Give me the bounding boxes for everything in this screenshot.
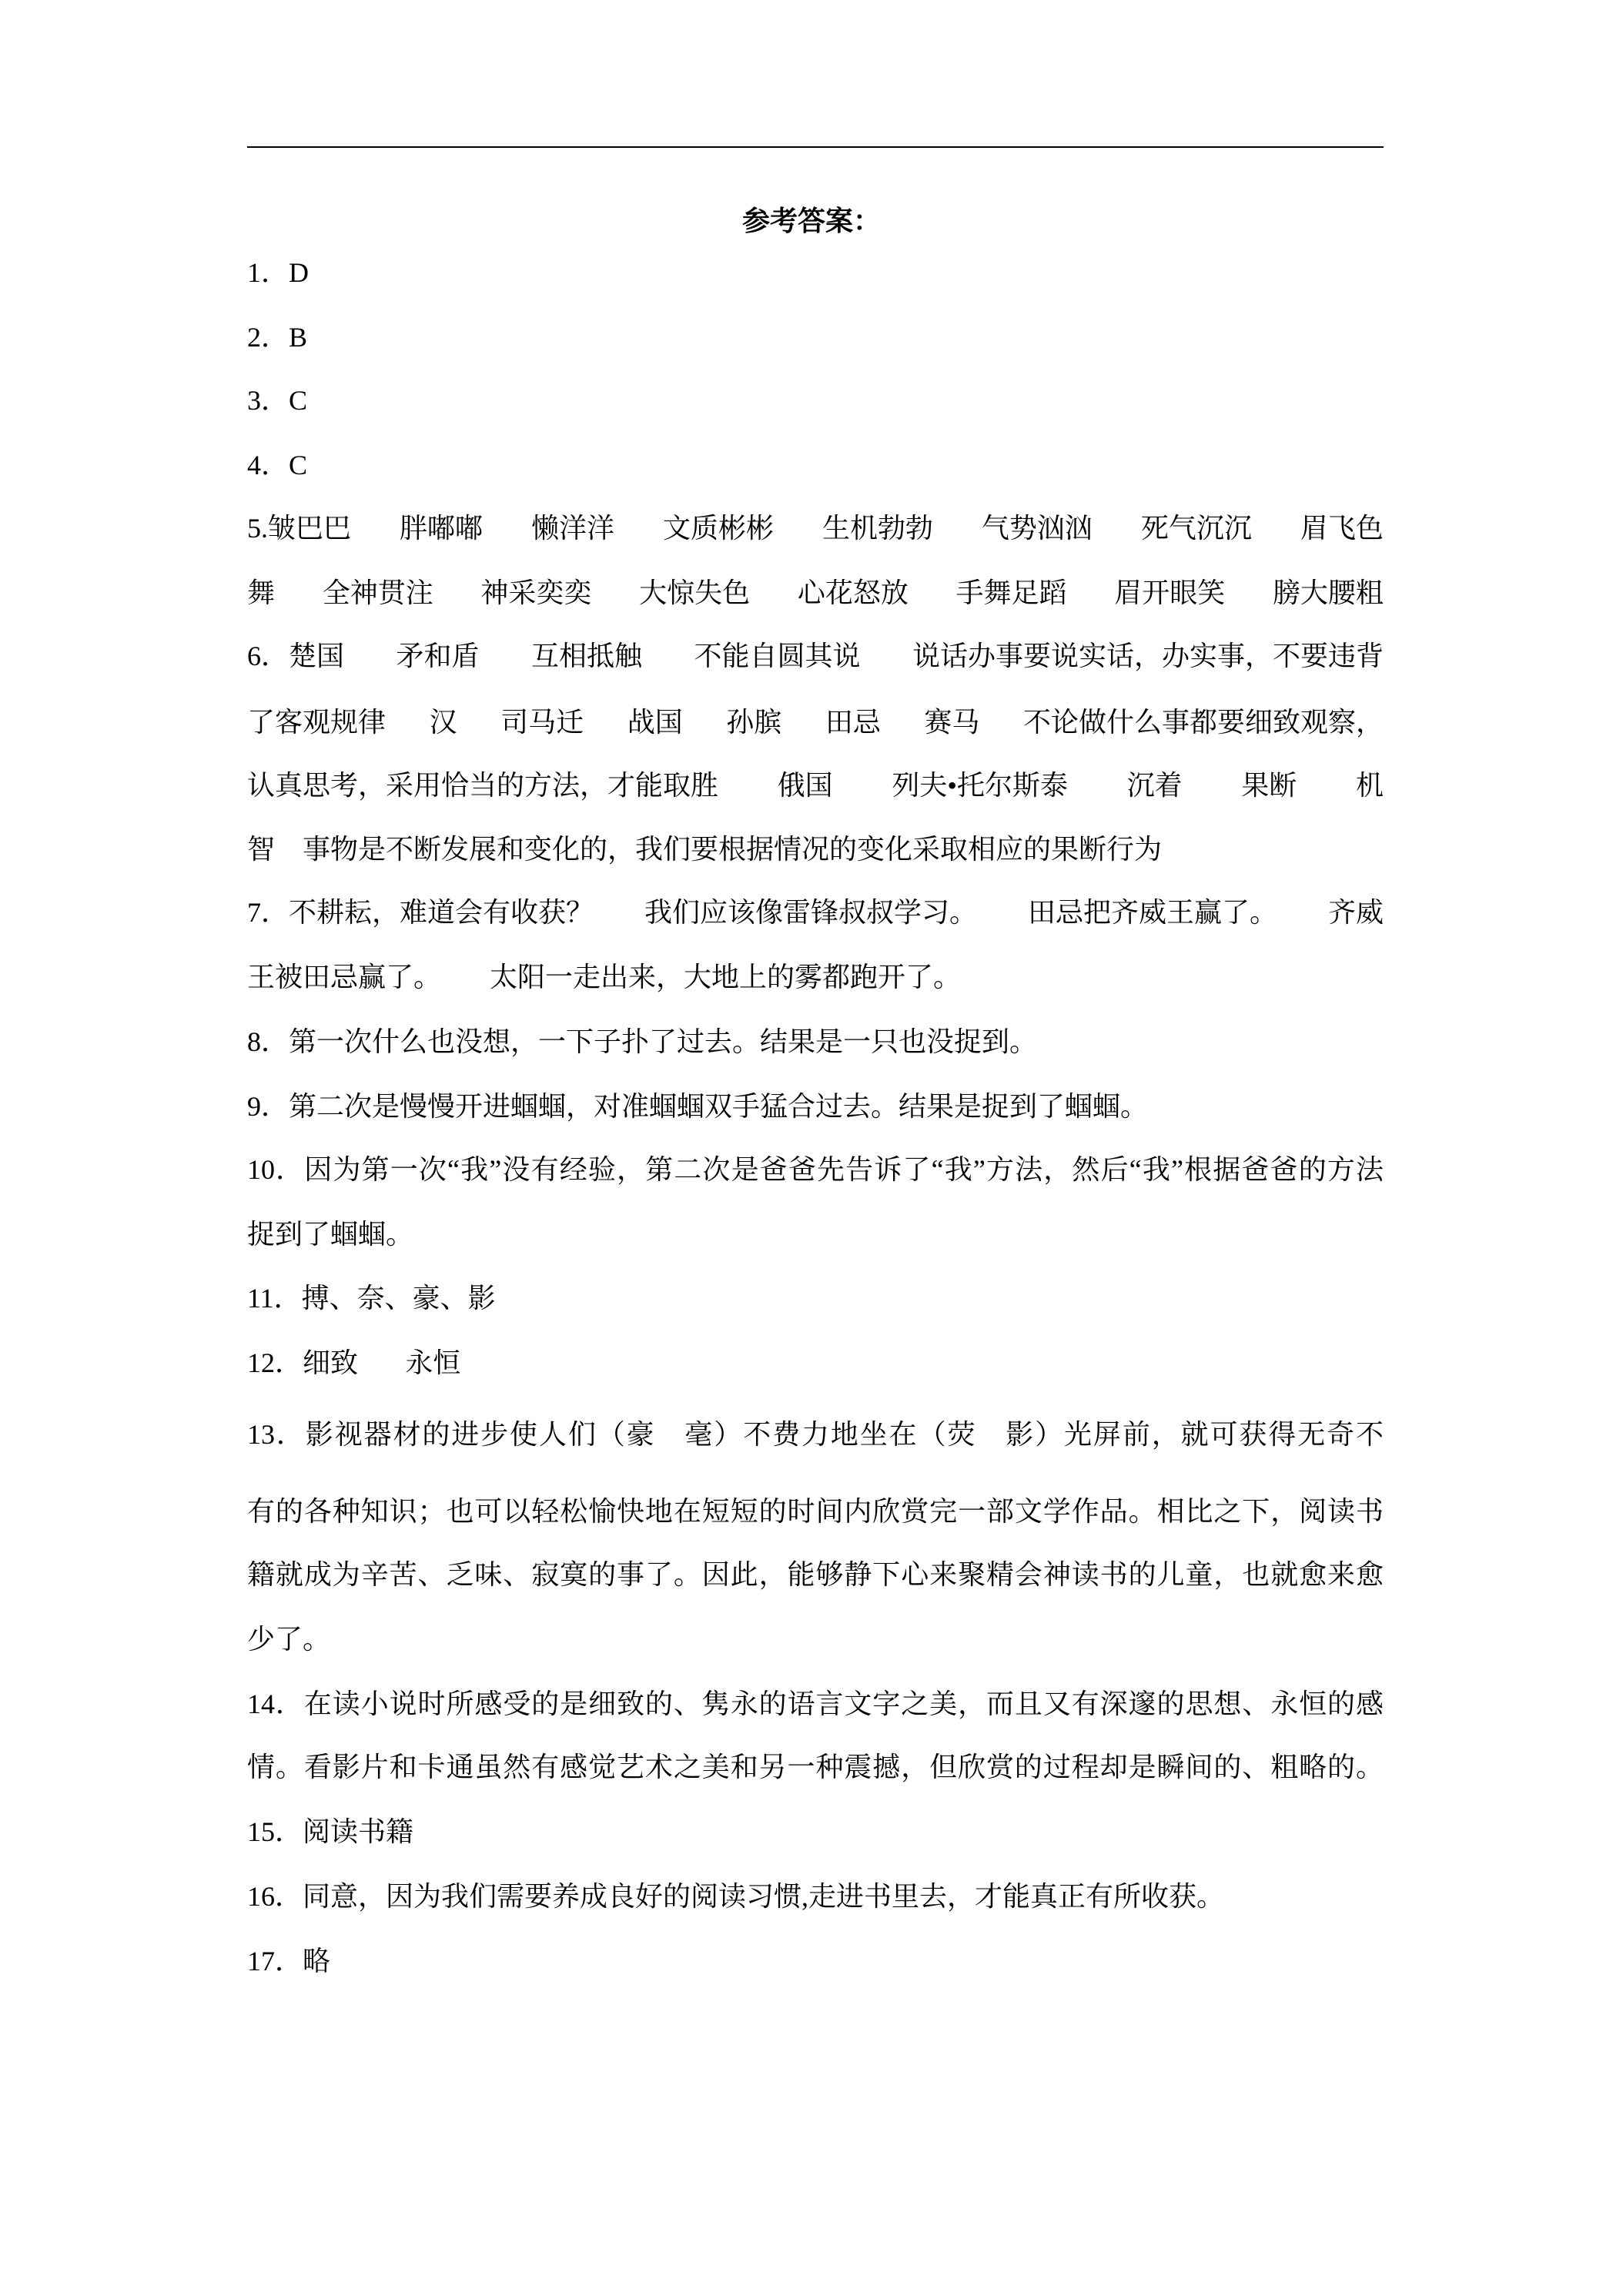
answer-13-line-4 — [247, 1622, 1384, 1656]
answer-segment: 不论做什么事都要细致观察， — [1022, 707, 1384, 738]
answer-text: 籍就成为辛苦、乏味、寂寞的事了。因此，能够静下心来聚精会神读书的儿童，也就愈来愈 — [247, 1559, 1384, 1590]
answer-text: B — [289, 322, 308, 353]
answer-segment: 不能自圆其说 — [694, 641, 861, 671]
answer-number: 8． — [247, 1026, 289, 1057]
answer-segment: 互相抵触 — [530, 641, 642, 671]
answer-3 — [247, 383, 1384, 417]
answer-number: 9． — [247, 1091, 289, 1122]
answer-text: 有的各种知识；也可以轻松愉快地在短短的时间内欣赏完一部文学作品。相比之下，阅读书 — [247, 1496, 1384, 1527]
answer-segment: 眉飞色 — [1300, 513, 1384, 544]
answer-lead — [247, 895, 594, 929]
answer-5-line-1 — [247, 511, 1384, 545]
answer-segment: 胖嘟嘟 — [399, 513, 483, 544]
answer-6-line-1 — [247, 639, 1384, 673]
answer-segment: 事物是不断发展和变化的，我们要根据情况的变化采取相应的果断行为 — [303, 834, 1163, 865]
answer-text: C — [289, 385, 308, 416]
answer-14-line-1 — [247, 1687, 1384, 1721]
answer-number: 11． — [247, 1283, 302, 1314]
answer-segment: 气势汹汹 — [981, 513, 1093, 544]
answer-segment: 眉开眼笑 — [1114, 577, 1226, 608]
answer-number: 7． — [247, 897, 289, 928]
answer-text: 情。看影片和卡通虽然有感觉艺术之美和另一种震撼，但欣赏的过程却是瞬间的、粗略的。 — [247, 1752, 1384, 1782]
answer-text: 捉到了蝈蝈。 — [247, 1219, 414, 1250]
answer-text: 在读小说时所感受的是细致的、隽永的语言文字之美，而且又有深邃的思想、永恒的感 — [303, 1689, 1384, 1719]
answer-text: 第二次是慢慢开进蝈蝈，对准蝈蝈双手猛合过去。结果是捉到了蝈蝈。 — [289, 1091, 1149, 1122]
answer-text: 第一次什么也没想，一下子扑了过去。结果是一只也没捉到。 — [289, 1026, 1038, 1057]
answer-segment: 说话办事要说实话，办实事，不要违背 — [912, 641, 1384, 671]
answer-segment: 皱巴巴 — [268, 513, 352, 544]
answer-segment: 王被田忌赢了。 — [247, 962, 442, 992]
answer-9 — [247, 1089, 1384, 1123]
answer-2 — [247, 320, 1384, 354]
answer-segment: 大惊失色 — [639, 577, 751, 608]
answer-6-line-4 — [247, 832, 1384, 866]
answer-6-line-2 — [247, 705, 1384, 739]
answer-10-line-2 — [247, 1217, 1384, 1251]
page-title: 参考答案： — [741, 206, 881, 236]
answer-segment: 楚国 — [289, 641, 345, 671]
answer-text: 少了。 — [247, 1624, 331, 1655]
answer-13-line-1 — [247, 1417, 1384, 1451]
answer-text: C — [289, 450, 308, 480]
answer-segment: 田忌把齐威王赢了。 — [1027, 897, 1277, 928]
answer-lead — [247, 1346, 358, 1380]
answer-segment: 俄国 — [777, 770, 833, 801]
answer-text: 阅读书籍 — [303, 1816, 414, 1847]
answer-7-line-2 — [247, 960, 1384, 994]
answer-segment: 懒洋洋 — [530, 513, 614, 544]
answer-number: 16． — [247, 1881, 303, 1912]
answer-segment: 细致 — [303, 1347, 359, 1378]
answer-number: 1． — [247, 257, 289, 288]
answer-17 — [247, 1944, 1384, 1978]
answer-text: 影视器材的进步使人们（豪 毫）不费力地坐在（荧 影）光屏前，就可获得无奇不 — [305, 1419, 1384, 1450]
answer-13-line-2 — [247, 1494, 1384, 1528]
answer-segment: 田忌 — [825, 707, 881, 738]
answer-segment: 赛马 — [924, 707, 980, 738]
answer-segment: 了客观规律 — [247, 707, 387, 738]
answer-12 — [247, 1346, 1384, 1380]
answer-16 — [247, 1879, 1384, 1913]
answer-segment: 神采奕奕 — [480, 577, 592, 608]
answer-text: 搏、奈、豪、影 — [301, 1283, 496, 1314]
answer-segment: 司马迁 — [500, 707, 584, 738]
answer-segment: 全神贯注 — [322, 577, 433, 608]
answer-segment: 智 — [247, 834, 276, 865]
answer-4 — [247, 448, 1384, 482]
answer-11 — [247, 1281, 1384, 1315]
answer-segment: 生机勃勃 — [822, 513, 933, 544]
answer-number: 14． — [247, 1689, 304, 1719]
answer-segment: 不耕耘，难道会有收获？ — [289, 897, 594, 928]
answer-5-line-2 — [247, 576, 1384, 610]
answer-segment: 膀大腰粗 — [1272, 577, 1384, 608]
answer-segment: 矛和盾 — [396, 641, 480, 671]
answer-1 — [247, 256, 1384, 290]
answer-lead — [247, 639, 344, 673]
answer-segment: 认真思考，采用恰当的方法，才能取胜 — [247, 770, 719, 801]
answer-14-line-2 — [247, 1750, 1384, 1784]
answer-segment: 心花怒放 — [797, 577, 909, 608]
answer-segment: 汉 — [429, 707, 457, 738]
answer-segment: 死气沉沉 — [1140, 513, 1252, 544]
answer-number: 15． — [247, 1816, 303, 1847]
answer-number: 3． — [247, 385, 289, 416]
answer-6-line-3 — [247, 768, 1384, 802]
answer-segment: 手舞足蹈 — [955, 577, 1067, 608]
answer-segment: 舞 — [247, 577, 276, 608]
answer-text: 因为第一次“我”没有经验，第二次是爸爸先告诉了“我”方法，然后“我”根据爸爸的方法 — [304, 1154, 1384, 1185]
answer-segment: 列夫•托尔斯泰 — [892, 770, 1068, 801]
answer-number: 12． — [247, 1347, 303, 1378]
answer-7-line-1 — [247, 895, 1384, 929]
answer-13-line-3 — [247, 1558, 1384, 1591]
answer-segment: 文质彬彬 — [662, 513, 774, 544]
answer-15 — [247, 1815, 1384, 1849]
answer-number: 2． — [247, 322, 289, 353]
answer-segment: 沉着 — [1126, 770, 1183, 801]
answer-text: 同意，因为我们需要养成良好的阅读习惯,走进书里去，才能真正有所收获。 — [303, 1881, 1225, 1912]
answer-number: 6． — [247, 641, 289, 671]
answer-text: D — [289, 257, 310, 288]
answer-text: 略 — [303, 1946, 331, 1976]
answer-number: 17． — [247, 1946, 303, 1976]
answer-segment: 齐威 — [1327, 897, 1384, 928]
answer-number: 5. — [247, 513, 268, 544]
header-rule — [247, 146, 1384, 148]
answer-lead — [247, 511, 351, 545]
answer-segment: 机 — [1355, 770, 1384, 801]
answer-segment: 战国 — [627, 707, 683, 738]
answer-number: 13． — [247, 1419, 306, 1450]
answer-8 — [247, 1025, 1384, 1059]
answer-segment: 孙膑 — [726, 707, 782, 738]
answer-10-line-1 — [247, 1153, 1384, 1186]
answer-segment: 果断 — [1241, 770, 1297, 801]
answer-number: 4． — [247, 450, 289, 480]
answer-segment: 永恒 — [405, 1347, 461, 1378]
answer-number: 10． — [247, 1154, 305, 1185]
answer-segment: 我们应该像雷锋叔叔学习。 — [644, 897, 978, 928]
answer-segment: 太阳一走出来，大地上的雾都跑开了。 — [490, 962, 962, 992]
